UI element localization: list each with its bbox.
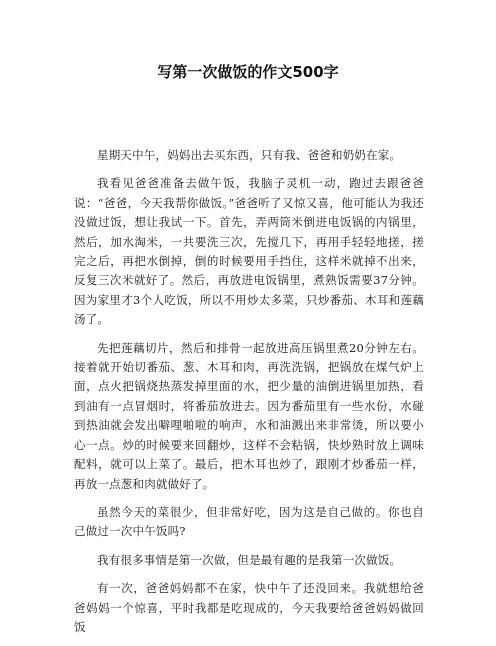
paragraph: 我看见爸爸准备去做午饭，我脑子灵机一动，跑过去跟爸爸说：“爸爸，今天我帮你做饭。”爸爸听了又惊又喜，他可能认为我还没做过饭，想让我试一下。首先，弄两筒米倒进电饭锅的内锅里，然后，加水淘米，一共要洗三次，先搅几下，再用手轻轻地搓，搓完之后，再把水倒掉，倒的时候要用手挡住，这样米就掉不出来，反复三次米就好了。然后，再放进电饭锅里，煮熟饭需要37分钟。因为家里才3个人吃饭，所以不用炒太多菜，只炒番茄、木耳和莲藕汤了。 bbox=[74, 176, 424, 327]
paragraph: 我有很多事情是第一次做，但是最有趣的是我第一次做饭。 bbox=[97, 552, 402, 567]
paragraph: 先把莲藕切片，然后和排骨一起放进高压锅里煮20分钟左右。接着就开始切番茄、葱、木耳和肉，再洗洗锅，把锅放在煤气炉上面，点火把锅烧热蒸发掉里面的水，把少量的油倒进锅里加热，看到油有一点冒烟时，将番茄放进去。因为番茄里有一些水份，水碰到热油就会发出噼哩啪啦的响声，水和油溅出来非常烫，所以要小心一点。炒的时候要来回翻炒，这样不会粘锅，快炒熟时放上调味配料，就可以上菜了。最后，把木耳也炒了，跟刚才炒番茄一样，再放一点葱和肉就做好了。 bbox=[74, 340, 424, 491]
article-title: 写第一次做饭的作文500字 bbox=[157, 63, 339, 81]
paragraph: 有一次，爸爸妈妈都不在家，快中午了还没回来。我就想给爸爸妈妈一个惊喜，平时我都是吃现成的，今天我要给爸爸妈妈做回饭 bbox=[74, 581, 424, 634]
paragraph: 虽然今天的菜很少，但非常好吃，因为这是自己做的。你也自己做过一次中午饭吗? bbox=[74, 504, 424, 539]
paragraph: 星期天中午，妈妈出去买东西，只有我、爸爸和奶奶在家。 bbox=[97, 148, 402, 162]
article-body bbox=[74, 146, 424, 646]
